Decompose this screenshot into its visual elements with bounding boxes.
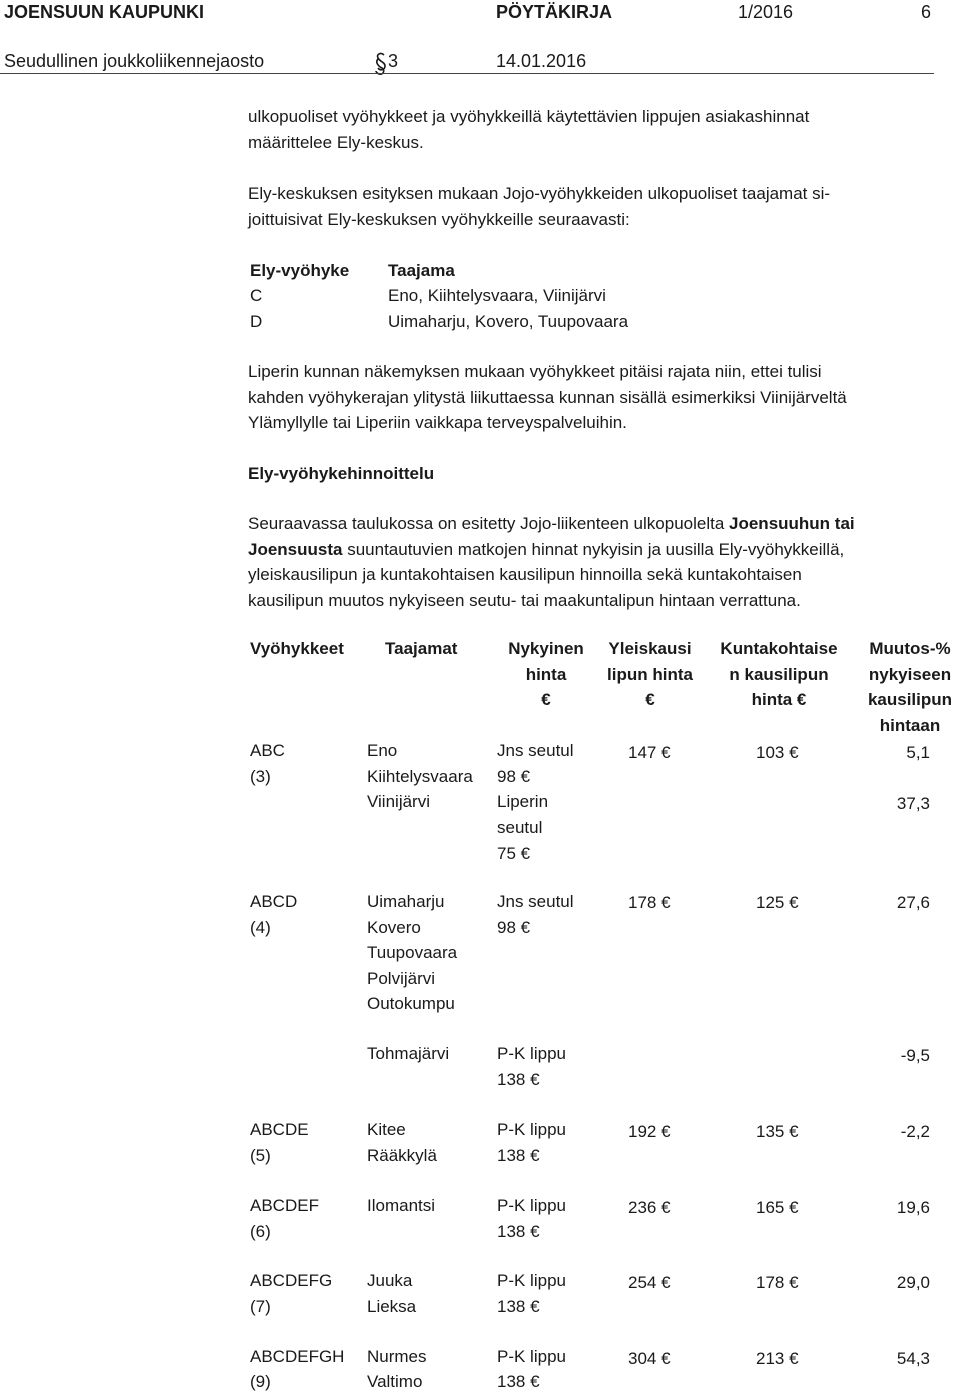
current-price: P-K lippu (497, 1120, 566, 1139)
text-line: ulkopuoliset vyöhykkeet ja vyöhykkeillä käytettävien lippujen asiakashinnat (248, 107, 810, 126)
header-line: Yleiskausi (608, 639, 692, 658)
paragraph-table-intro (248, 511, 948, 613)
place-name: Ilomantsi (367, 1196, 436, 1215)
text-line: joittuisivat Ely-keskuksen vyöhykkeille seuraavasti: (248, 209, 630, 229)
bold-text: Joensuuhun tai (729, 514, 855, 533)
place-name: Rääkkylä (367, 1146, 437, 1165)
current-price: P-K lippu (497, 1196, 566, 1215)
place-name: Viinijärvi (367, 792, 430, 811)
general-price: 147 € (628, 743, 671, 762)
zone-places: Uimaharju, Kovero, Tuupovaara (388, 312, 629, 331)
general-price: 304 € (628, 1349, 671, 1368)
municipal-price: 213 € (756, 1349, 799, 1368)
change-percent: 37,3 (896, 794, 930, 813)
zone-code: ABCDEFG (250, 1271, 333, 1290)
zone-count: (6) (250, 1222, 271, 1241)
change-percent: -9,5 (900, 1046, 930, 1065)
place-column-header: Taajama (388, 261, 455, 280)
general-price: 192 € (628, 1122, 671, 1141)
municipal-price: 125 € (756, 893, 799, 912)
place-name: Kovero (367, 918, 421, 937)
zone-code: C (250, 286, 263, 305)
header-line: hinta € (751, 690, 807, 709)
text-line: Ylämyllylle tai Liperiin vaikkapa terveyspalveluihin. (248, 413, 627, 432)
zone-count: (5) (250, 1146, 271, 1165)
text-span: Seuraavassa taulukossa on esitetty Jojo-liikenteen ulkopuolelta (248, 514, 730, 533)
text-span: suuntautuvien matkojen hinnat nykyisin ja uusilla Ely-vyöhykkeillä, (342, 539, 845, 559)
zone-count: (4) (250, 918, 271, 937)
current-price: 138 € (497, 1070, 540, 1089)
general-price: 236 € (628, 1198, 671, 1217)
current-price: P-K lippu (497, 1271, 566, 1290)
document-number: 1/2016 (738, 2, 794, 22)
change-percent: 5,1 (906, 743, 930, 762)
zone-count: (7) (250, 1297, 271, 1316)
current-price: Jns seutul (497, 892, 574, 911)
general-price: 254 € (628, 1273, 671, 1292)
header-line: n kausilipun (729, 664, 829, 684)
text-line: määrittelee Ely-keskus. (248, 132, 424, 152)
header-line: € (645, 690, 655, 709)
header-general-ticket (598, 636, 702, 713)
header-line: Muutos-% (869, 639, 951, 658)
paragraph-liperi-view (248, 359, 948, 436)
header-line: hintaan (879, 715, 941, 735)
meeting-date: 14.01.2016 (496, 51, 587, 71)
current-price: P-K lippu (497, 1347, 566, 1366)
current-price: P-K lippu (497, 1044, 566, 1063)
header-line: Kuntakohtaise (720, 639, 838, 658)
place-name: Kiihtelysvaara (367, 767, 473, 786)
zone-code: ABCDE (250, 1120, 309, 1139)
municipal-price: 103 € (756, 743, 799, 762)
place-name: Nurmes (367, 1347, 427, 1366)
header-line: € (541, 690, 551, 709)
header-divider (0, 73, 934, 74)
header-change-percent (860, 636, 960, 738)
text-line: Liperin kunnan näkemyksen mukaan vyöhykkeet pitäisi rajata niin, ettei tulisi (248, 362, 822, 381)
zone-places: Eno, Kiihtelysvaara, Viinijärvi (388, 286, 606, 305)
place-name: Tuupovaara (367, 943, 458, 962)
change-percent: 29,0 (896, 1273, 930, 1292)
header-line: nykyiseen (868, 664, 952, 684)
zone-code: ABCDEF (250, 1196, 319, 1215)
header-line: kausilipun (867, 690, 953, 709)
general-price: 178 € (628, 893, 671, 912)
current-price: 98 € (497, 918, 531, 937)
current-price: 138 € (497, 1372, 540, 1391)
zone-column-header: Ely-vyöhyke (250, 261, 350, 280)
place-name: Juuka (367, 1271, 413, 1290)
municipal-price: 135 € (756, 1122, 799, 1141)
place-name: Uimaharju (367, 892, 445, 911)
page-number: 6 (921, 2, 932, 22)
change-percent: -2,2 (900, 1122, 930, 1141)
zone-count: (9) (250, 1372, 271, 1391)
header-municipal-ticket (706, 636, 852, 713)
paragraph-intro (248, 104, 948, 155)
header-line: lipun hinta (607, 664, 693, 684)
section-number: 3 (388, 51, 399, 71)
text-line: Ely-keskuksen esityksen mukaan Jojo-vyöhykkeiden ulkopuoliset taajamat si- (248, 184, 831, 203)
zone-count: (3) (250, 767, 271, 786)
bold-text: Joensuusta (248, 539, 343, 559)
zone-code: D (250, 312, 263, 331)
committee-name: Seudullinen joukkoliikennejaosto (4, 51, 265, 71)
paragraph-ely-proposal (248, 181, 948, 232)
place-name: Eno (367, 741, 398, 760)
municipal-price: 178 € (756, 1273, 799, 1292)
current-price: Liperin (497, 792, 549, 811)
zone-code: ABC (250, 741, 285, 760)
text-line (248, 537, 948, 563)
municipal-price: 165 € (756, 1198, 799, 1217)
current-price: seutul (497, 818, 543, 837)
current-price: 138 € (497, 1146, 540, 1165)
place-name: Valtimo (367, 1372, 423, 1391)
current-price: 138 € (497, 1222, 540, 1241)
header-current-price (496, 636, 596, 713)
organization-name: JOENSUUN KAUPUNKI (4, 2, 205, 22)
place-name: Kitee (367, 1120, 406, 1139)
document-type: PÖYTÄKIRJA (496, 2, 613, 22)
current-price: 138 € (497, 1297, 540, 1316)
header-line: hinta (525, 664, 567, 684)
header-line: Nykyinen (508, 639, 584, 658)
current-price: Jns seutul (497, 741, 574, 760)
current-price: 75 € (497, 844, 531, 863)
text-line (248, 511, 948, 537)
text-line: yleiskausilipun ja kuntakohtaisen kausilipun hinnoilla sekä kuntakohtaisen (248, 565, 802, 584)
section-heading: Ely-vyöhykehinnoittelu (248, 464, 435, 483)
change-percent: 19,6 (896, 1198, 930, 1217)
zone-code: ABCDEFGH (250, 1347, 345, 1366)
header-places: Taajamat (385, 639, 458, 658)
place-name: Polvijärvi (367, 969, 436, 988)
change-percent: 27,6 (896, 893, 930, 912)
current-price: 98 € (497, 767, 531, 786)
text-line: kausilipun muutos nykyiseen seutu- tai maakuntalipun hintaan verrattuna. (248, 590, 801, 610)
place-name: Outokumpu (367, 994, 455, 1013)
text-line: kahden vyöhykerajan ylitystä liikuttaessa kunnan sisällä esimerkiksi Viinijärveltä (248, 387, 847, 407)
place-name: Tohmajärvi (367, 1044, 450, 1063)
zone-code: ABCD (250, 892, 298, 911)
change-percent: 54,3 (896, 1349, 930, 1368)
place-name: Lieksa (367, 1297, 417, 1316)
header-zones: Vyöhykkeet (250, 639, 344, 658)
